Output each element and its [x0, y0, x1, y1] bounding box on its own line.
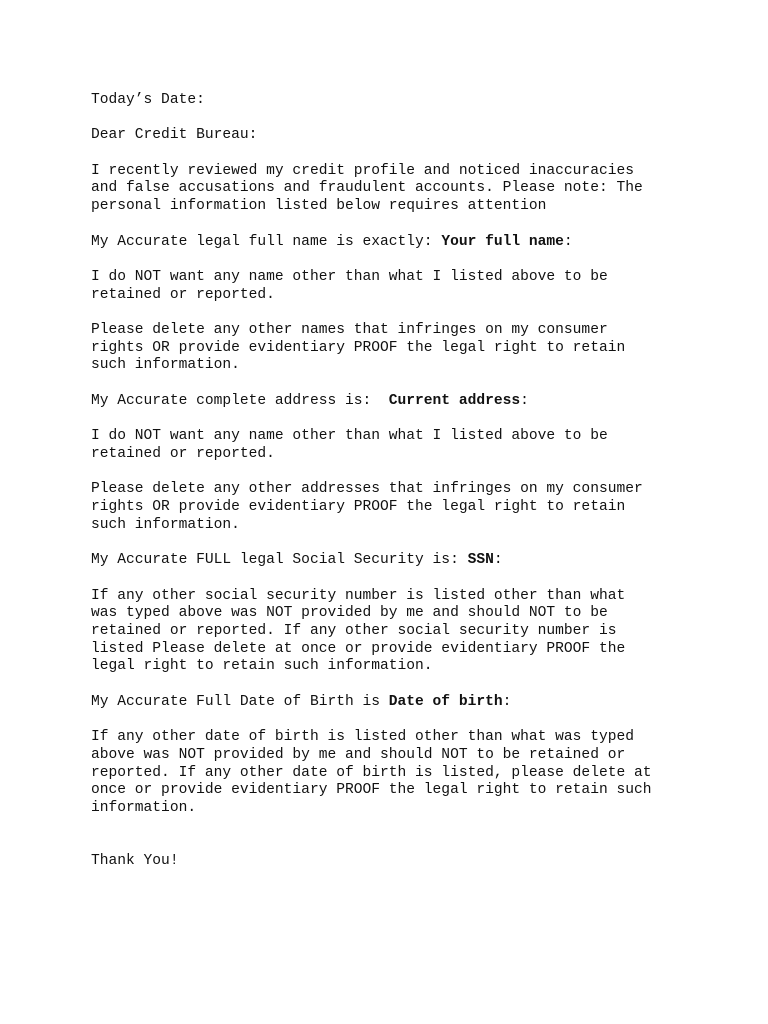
ssn-suffix: :: [493, 552, 503, 569]
dob-notice: If any other date of birth is listed other than what was typed above was NOT provided by me and should NOT to be retained or reported. If any other date of birth is listed, please delete at once or provide evidentiary PROOF the legal right to retain such information.: [91, 729, 652, 816]
name-field: Your full name: [441, 233, 564, 250]
date-line: Today’s Date:: [91, 92, 205, 108]
dob-suffix: :: [502, 693, 512, 710]
ssn-notice: If any other social security number is listed other than what was typed above was NOT provided by me and should NOT to be retained or reported. If any other social security number is listed Please delete at once or provide evidentiary PROOF the legal right to retain such information.: [91, 587, 626, 675]
dob-prefix: My Accurate Full Date of Birth is: [91, 693, 389, 710]
dob-statement: [91, 694, 691, 712]
address-suffix: :: [520, 392, 529, 409]
salutation: Dear Credit Bureau:: [91, 127, 258, 144]
ssn-statement: [91, 552, 691, 570]
name-notice: I do NOT want any name other than what I listed above to be retained or reported.: [91, 268, 608, 303]
name-delete-request: Please delete any other names that infringes on my consumer rights OR provide evidentiary PROOF the legal right to retain such information.: [91, 322, 626, 374]
dispute-letter: [91, 92, 691, 871]
name-prefix: My Accurate legal full name is exactly:: [91, 233, 442, 250]
address-delete-request: Please delete any other addresses that infringes on my consumer rights OR provide evidentiary PROOF the legal right to retain such information.: [91, 481, 643, 533]
name-suffix: :: [563, 233, 573, 250]
spacer: [91, 835, 691, 853]
address-field: Current address: [388, 392, 521, 409]
address-notice: I do NOT want any name other than what I listed above to be retained or reported.: [91, 428, 608, 462]
ssn-field: SSN: [467, 552, 494, 569]
intro-paragraph: I recently reviewed my credit profile and noticed inaccuracies and false accusations and fraudulent accounts. Please note: The personal information listed below requires attention: [91, 162, 643, 215]
address-statement: [91, 393, 691, 411]
dob-field: Date of birth: [388, 693, 503, 710]
name-statement: [91, 234, 691, 252]
ssn-prefix: My Accurate FULL legal Social Security is:: [91, 552, 468, 569]
address-prefix: My Accurate complete address is:: [91, 392, 389, 409]
closing: Thank You!: [91, 853, 179, 870]
